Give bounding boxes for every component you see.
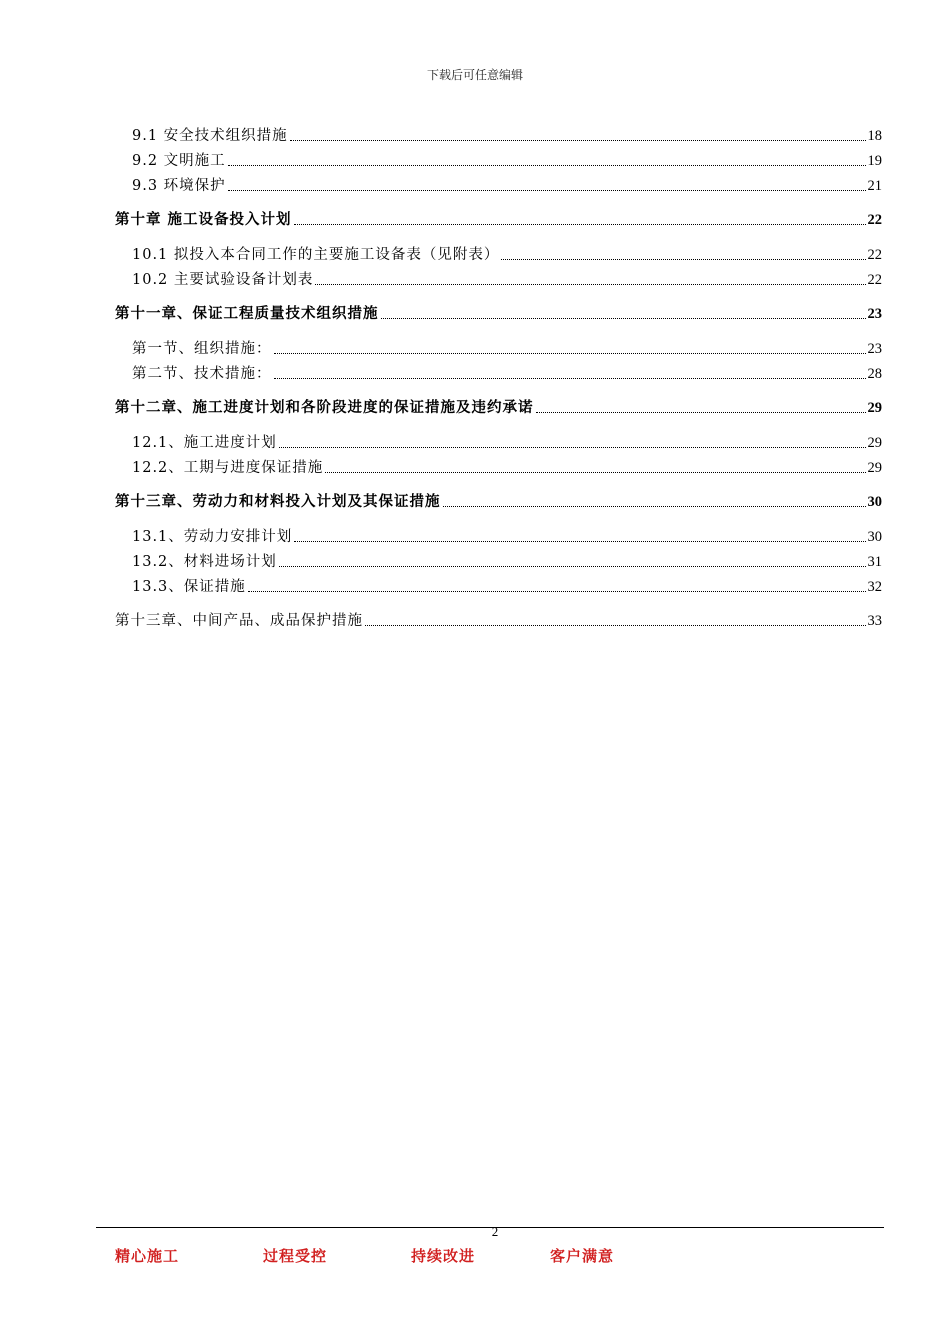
toc-leader <box>443 506 866 507</box>
toc-entry-label: 12.1、施工进度计划 <box>132 435 277 451</box>
toc-entry-page: 29 <box>867 435 882 451</box>
toc-chapter-page: 22 <box>867 212 882 228</box>
toc-entry[interactable] <box>132 267 882 289</box>
toc-entry[interactable] <box>132 173 882 195</box>
toc-leader <box>274 378 866 379</box>
toc-chapter-label: 第十一章、保证工程质量技术组织措施 <box>115 305 379 322</box>
toc-leader <box>365 625 866 626</box>
toc-entry[interactable] <box>132 361 882 383</box>
toc-chapter-page: 23 <box>867 306 882 322</box>
toc-entry[interactable] <box>132 336 882 358</box>
toc-entry[interactable] <box>132 123 882 145</box>
footer-motto: 客户满意 <box>550 1247 615 1265</box>
toc-entry[interactable] <box>132 148 882 170</box>
toc-entry-page: 31 <box>867 554 882 570</box>
toc-leader <box>248 591 866 592</box>
toc-entry[interactable] <box>132 524 882 546</box>
toc-leader <box>381 318 866 319</box>
toc-entry-label: 12.2、工期与进度保证措施 <box>132 460 324 476</box>
toc-entry-label: 13.1、劳动力安排计划 <box>132 529 293 545</box>
toc-entry-label: 9.3 环境保护 <box>132 178 226 194</box>
toc-entry-page: 29 <box>867 460 882 476</box>
toc-chapter[interactable] <box>115 489 882 511</box>
toc-chapter-page: 30 <box>867 494 882 510</box>
toc-entry-page: 30 <box>867 529 882 545</box>
toc-leader <box>228 165 866 166</box>
toc-chapter-label: 第十三章、劳动力和材料投入计划及其保证措施 <box>115 493 441 510</box>
toc-entry-page: 23 <box>867 341 882 357</box>
toc-entry[interactable] <box>132 574 882 596</box>
toc-entry-label: 10.2 主要试验设备计划表 <box>132 272 314 288</box>
toc-entry-page: 32 <box>867 579 882 595</box>
toc-chapter[interactable] <box>115 608 882 630</box>
toc-leader <box>279 447 866 448</box>
toc-entry-page: 22 <box>867 272 882 288</box>
toc-entry[interactable] <box>132 455 882 477</box>
toc-chapter-label: 第十二章、施工进度计划和各阶段进度的保证措施及违约承诺 <box>115 399 534 416</box>
toc-chapter[interactable] <box>115 301 882 323</box>
toc-entry-page: 19 <box>867 153 882 169</box>
toc-entry-page: 21 <box>867 178 882 194</box>
toc-leader <box>294 224 866 225</box>
page-number: 2 <box>491 1224 499 1239</box>
toc-leader <box>315 284 865 285</box>
toc-entry-label: 第一节、组织措施： <box>132 341 272 357</box>
toc-entry[interactable] <box>132 430 882 452</box>
toc-entry-label: 13.2、材料进场计划 <box>132 554 277 570</box>
toc-leader <box>536 412 866 413</box>
toc-leader <box>279 566 866 567</box>
toc-entry-label: 第二节、技术措施： <box>132 366 272 382</box>
toc-chapter-label: 第十章 施工设备投入计划 <box>115 211 292 228</box>
toc-entry-label: 9.1 安全技术组织措施 <box>132 128 288 144</box>
toc-entry-label: 9.2 文明施工 <box>132 153 226 169</box>
toc-entry-label: 13.3、保证措施 <box>132 579 246 595</box>
toc-chapter[interactable] <box>115 207 882 229</box>
toc-entry[interactable] <box>132 242 882 264</box>
toc-entry-page: 22 <box>867 247 882 263</box>
toc-leader <box>228 190 866 191</box>
toc-leader <box>290 140 866 141</box>
footer-motto: 精心施工 <box>115 1247 180 1265</box>
toc-entry-label: 10.1 拟投入本合同工作的主要施工设备表（见附表） <box>132 247 500 263</box>
toc-leader <box>501 259 865 260</box>
toc-entry-page: 18 <box>867 128 882 144</box>
toc-leader <box>325 472 865 473</box>
toc-chapter-page: 29 <box>867 400 882 416</box>
toc-chapter[interactable] <box>115 395 882 417</box>
toc-leader <box>274 353 866 354</box>
toc-entry[interactable] <box>132 549 882 571</box>
footer-motto: 过程受控 <box>263 1247 328 1265</box>
toc-chapter-page: 33 <box>867 613 882 629</box>
toc-chapter-label: 第十三章、中间产品、成品保护措施 <box>115 613 363 629</box>
header-note: 下载后可任意编辑 <box>426 68 523 82</box>
footer-motto: 持续改进 <box>411 1247 476 1265</box>
toc-leader <box>294 541 865 542</box>
toc-entry-page: 28 <box>867 366 882 382</box>
